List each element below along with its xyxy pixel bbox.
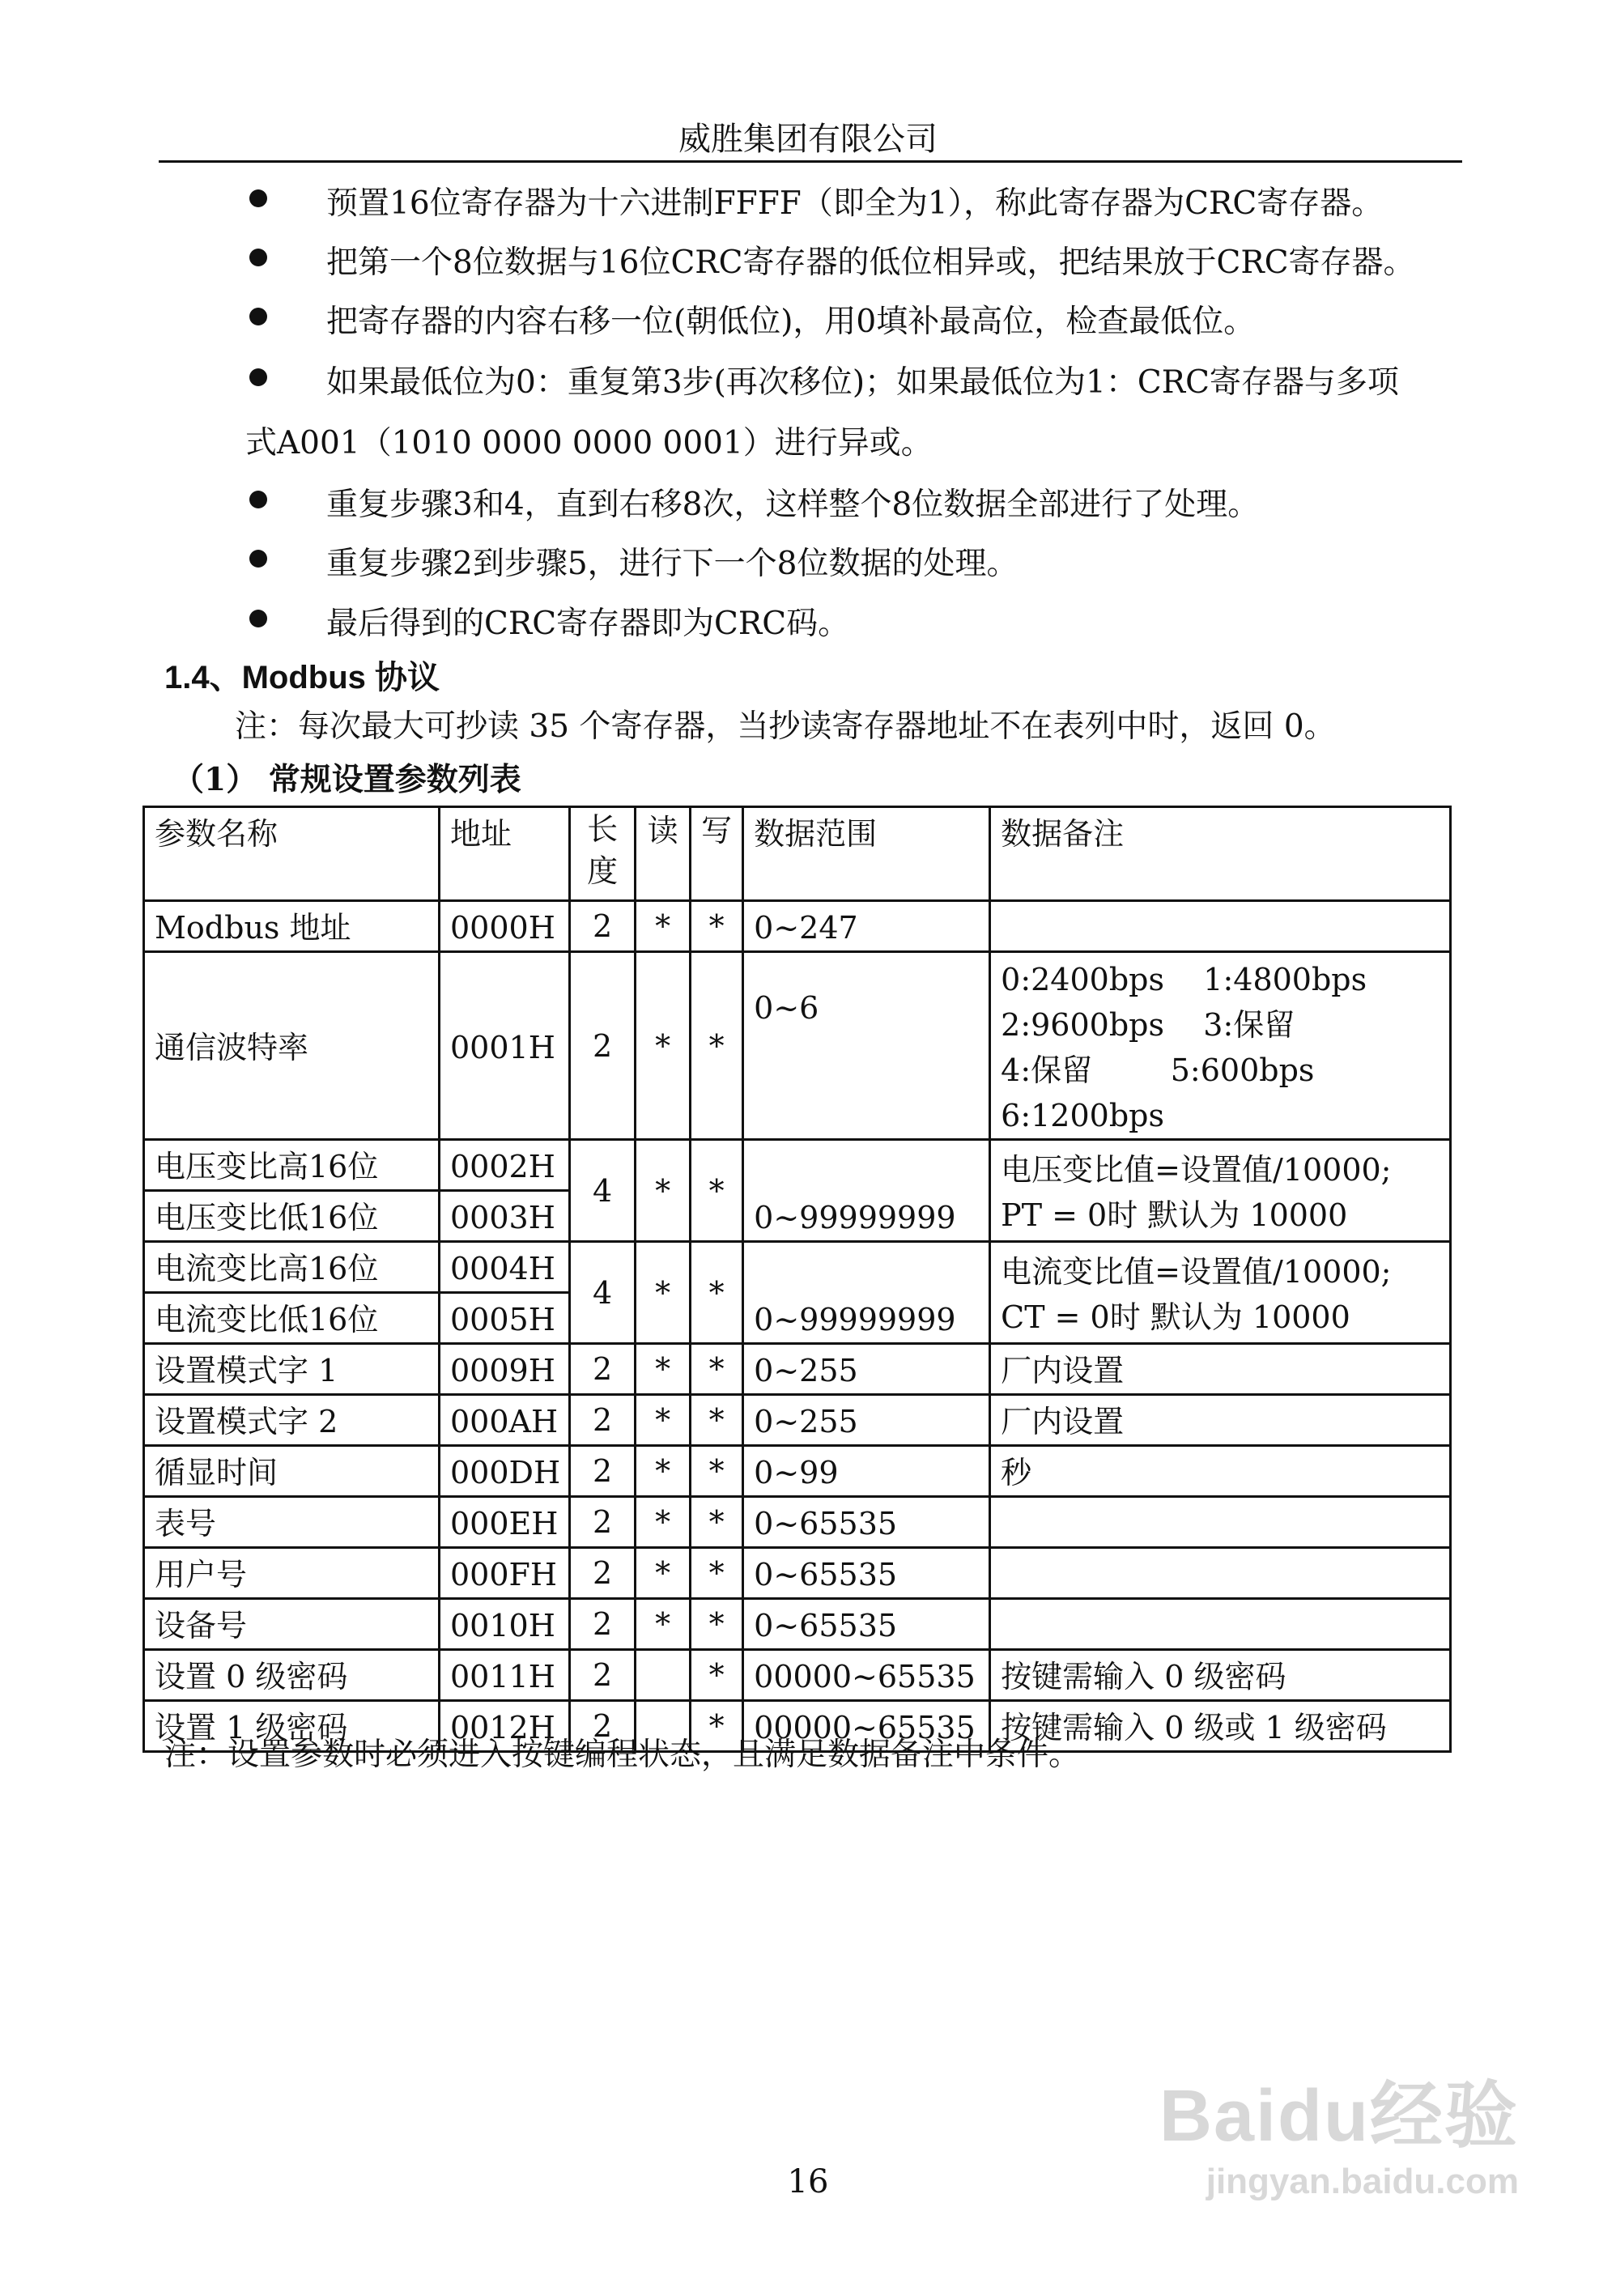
cell-addr: 000AH: [440, 1395, 570, 1446]
section-heading: 1.4、Modbus 协议: [164, 660, 440, 695]
header-write: 写: [691, 807, 743, 901]
remark-line: 6:1200bps: [1001, 1097, 1164, 1133]
remark-line: CT = 0时 默认为 10000: [1001, 1299, 1350, 1335]
watermark-url: jingyan.baidu.com: [1206, 2162, 1519, 2201]
cell-len: 4: [570, 1242, 636, 1344]
cell-write: *: [691, 952, 743, 1140]
cell-addr: 0000H: [440, 901, 570, 952]
header-range: 数据范围: [743, 807, 990, 901]
cell-len: 4: [570, 1140, 636, 1242]
cell-read: *: [636, 1395, 691, 1446]
bullet-icon: [249, 308, 267, 325]
table-row: [144, 1242, 1451, 1293]
cell-read: *: [636, 901, 691, 952]
cell-range: 0~255: [743, 1344, 990, 1395]
remark-line: 0:2400bps 1:4800bps: [1001, 961, 1367, 997]
cell-name: 设置 0 级密码: [144, 1650, 440, 1701]
table-row: [144, 1650, 1451, 1701]
cell-addr: 000FH: [440, 1548, 570, 1599]
cell-addr: 0010H: [440, 1599, 570, 1650]
section-note: 注：每次最大可抄读 35 个寄存器，当抄读寄存器地址不在表列中时，返回 0。: [235, 708, 1336, 745]
cell-addr: 0002H: [440, 1140, 570, 1191]
cell-write: *: [691, 1599, 743, 1650]
cell-len: 2: [570, 1497, 636, 1548]
step-text: 重复步骤3和4，直到右移8次，这样整个8位数据全部进行了处理。: [326, 487, 1260, 523]
cell-remark: [990, 1497, 1451, 1548]
step-text: 重复步骤2到步骤5，进行下一个8位数据的处理。: [326, 546, 1019, 582]
cell-write: *: [691, 1242, 743, 1344]
cell-addr: 000DH: [440, 1446, 570, 1497]
header-rule: [159, 160, 1462, 163]
table-title: （1） 常规设置参数列表: [172, 761, 521, 798]
cell-range: 00000~65535: [743, 1701, 990, 1752]
cell-remark: 厂内设置: [990, 1395, 1451, 1446]
page-number: 16: [787, 2163, 829, 2200]
cell-write: *: [691, 1344, 743, 1395]
cell-range: 0~65535: [743, 1497, 990, 1548]
cell-remark: 按键需输入 0 级密码: [990, 1650, 1451, 1701]
cell-remark: [990, 1599, 1451, 1650]
cell-write: *: [691, 1497, 743, 1548]
cell-name: 通信波特率: [144, 952, 440, 1140]
cell-len: 2: [570, 1650, 636, 1701]
cell-range: 0~99999999: [743, 1140, 990, 1242]
cell-len: 2: [570, 952, 636, 1140]
table-row: [144, 1548, 1451, 1599]
remark-line: 4:保留 5:600bps: [1001, 1052, 1315, 1088]
header-read: 读: [636, 807, 691, 901]
watermark-logo: Baidu经验: [1159, 2076, 1519, 2157]
cell-remark: [990, 1548, 1451, 1599]
header-remark: 数据备注: [990, 807, 1451, 901]
cell-range: 0~65535: [743, 1599, 990, 1650]
cell-read: [636, 1650, 691, 1701]
cell-read: *: [636, 952, 691, 1140]
cell-remark: 厂内设置: [990, 1344, 1451, 1395]
cell-remark: 按键需输入 0 级或 1 级密码: [990, 1701, 1451, 1752]
table-row: [144, 1140, 1451, 1191]
footnote: 注：设置参数时必须进入按键编程状态，且满足数据备注中条件。: [164, 1737, 1081, 1773]
cell-read: *: [636, 1242, 691, 1344]
remark-line: 电流变比值=设置值/10000;: [1001, 1253, 1392, 1290]
cell-addr: 000EH: [440, 1497, 570, 1548]
table-row: [144, 901, 1451, 952]
cell-name: 电流变比高16位: [144, 1242, 440, 1293]
table-header-row: [144, 807, 1451, 901]
step-text: 最后得到的CRC寄存器即为CRC码。: [326, 606, 850, 642]
parameter-table: [142, 806, 1452, 1753]
cell-name: 电压变比高16位: [144, 1140, 440, 1191]
cell-remark: [990, 1242, 1451, 1344]
cell-addr: 0009H: [440, 1344, 570, 1395]
header-addr: 地址: [440, 807, 570, 901]
cell-name: 循显时间: [144, 1446, 440, 1497]
cell-name: 用户号: [144, 1548, 440, 1599]
remark-line: 2:9600bps 3:保留: [1001, 1006, 1295, 1043]
cell-read: *: [636, 1599, 691, 1650]
watermark: [1159, 2056, 1519, 2202]
page-header: 威胜集团有限公司: [678, 121, 938, 158]
table-row: [144, 952, 1451, 1140]
bullet-icon: [249, 189, 267, 207]
cell-addr: 0011H: [440, 1650, 570, 1701]
cell-range: 0~247: [743, 901, 990, 952]
cell-addr: 0003H: [440, 1191, 570, 1242]
cell-len: 2: [570, 1701, 636, 1752]
table-row: [144, 1599, 1451, 1650]
step-text: 把寄存器的内容右移一位(朝低位)，用0填补最高位，检查最低位。: [326, 304, 1256, 340]
cell-name: 设置模式字 1: [144, 1344, 440, 1395]
cell-range: 0~99999999: [743, 1242, 990, 1344]
step-text: 如果最低位为0：重复第3步(再次移位)；如果最低位为1：CRC寄存器与多项: [326, 364, 1399, 401]
cell-len: 2: [570, 1395, 636, 1446]
step-text-continuation: 式A001（1010 0000 0000 0001）进行异或。: [245, 425, 933, 461]
header-name: 参数名称: [144, 807, 440, 901]
cell-range: 0~255: [743, 1395, 990, 1446]
cell-read: *: [636, 1140, 691, 1242]
header-len: 长度: [570, 807, 636, 901]
cell-name: Modbus 地址: [144, 901, 440, 952]
cell-len: 2: [570, 1344, 636, 1395]
cell-len: 2: [570, 1446, 636, 1497]
table-row: [144, 1395, 1451, 1446]
cell-write: *: [691, 1446, 743, 1497]
bullet-icon: [249, 368, 267, 386]
cell-name: 电流变比低16位: [144, 1293, 440, 1344]
cell-remark: [990, 1140, 1451, 1242]
cell-len: 2: [570, 1548, 636, 1599]
cell-addr: 0005H: [440, 1293, 570, 1344]
table-body: [144, 1344, 1451, 1752]
cell-addr: 0004H: [440, 1242, 570, 1293]
cell-range: 0~65535: [743, 1548, 990, 1599]
cell-range: 0~6: [743, 952, 990, 1140]
step-text: 预置16位寄存器为十六进制FFFF（即全为1），称此寄存器为CRC寄存器。: [326, 185, 1384, 222]
table-row: [144, 1446, 1451, 1497]
cell-addr: 0001H: [440, 952, 570, 1140]
cell-write: *: [691, 1395, 743, 1446]
cell-addr: 0012H: [440, 1701, 570, 1752]
cell-name: 设置模式字 2: [144, 1395, 440, 1446]
cell-remark: [990, 952, 1451, 1140]
bullet-icon: [249, 550, 267, 568]
bullet-icon: [249, 491, 267, 508]
remark-line: PT = 0时 默认为 10000: [1001, 1197, 1348, 1233]
cell-name: 设置 1 级密码: [144, 1701, 440, 1752]
cell-range: 00000~65535: [743, 1650, 990, 1701]
cell-name: 电压变比低16位: [144, 1191, 440, 1242]
cell-write: *: [691, 1701, 743, 1752]
cell-read: *: [636, 1497, 691, 1548]
cell-range: 0~99: [743, 1446, 990, 1497]
cell-read: *: [636, 1548, 691, 1599]
step-text: 把第一个8位数据与16位CRC寄存器的低位相异或，把结果放于CRC寄存器。: [326, 244, 1415, 281]
cell-write: *: [691, 1548, 743, 1599]
remark-line: 电压变比值=设置值/10000;: [1001, 1151, 1392, 1188]
cell-read: *: [636, 1344, 691, 1395]
cell-write: *: [691, 1650, 743, 1701]
cell-remark: 秒: [990, 1446, 1451, 1497]
cell-remark: [990, 901, 1451, 952]
table-row: [144, 1344, 1451, 1395]
cell-read: *: [636, 1446, 691, 1497]
table-row: [144, 1497, 1451, 1548]
cell-write: *: [691, 901, 743, 952]
cell-len: 2: [570, 1599, 636, 1650]
cell-name: 表号: [144, 1497, 440, 1548]
cell-name: 设备号: [144, 1599, 440, 1650]
cell-write: *: [691, 1140, 743, 1242]
cell-len: 2: [570, 901, 636, 952]
bullet-icon: [249, 610, 267, 627]
bullet-icon: [249, 249, 267, 266]
